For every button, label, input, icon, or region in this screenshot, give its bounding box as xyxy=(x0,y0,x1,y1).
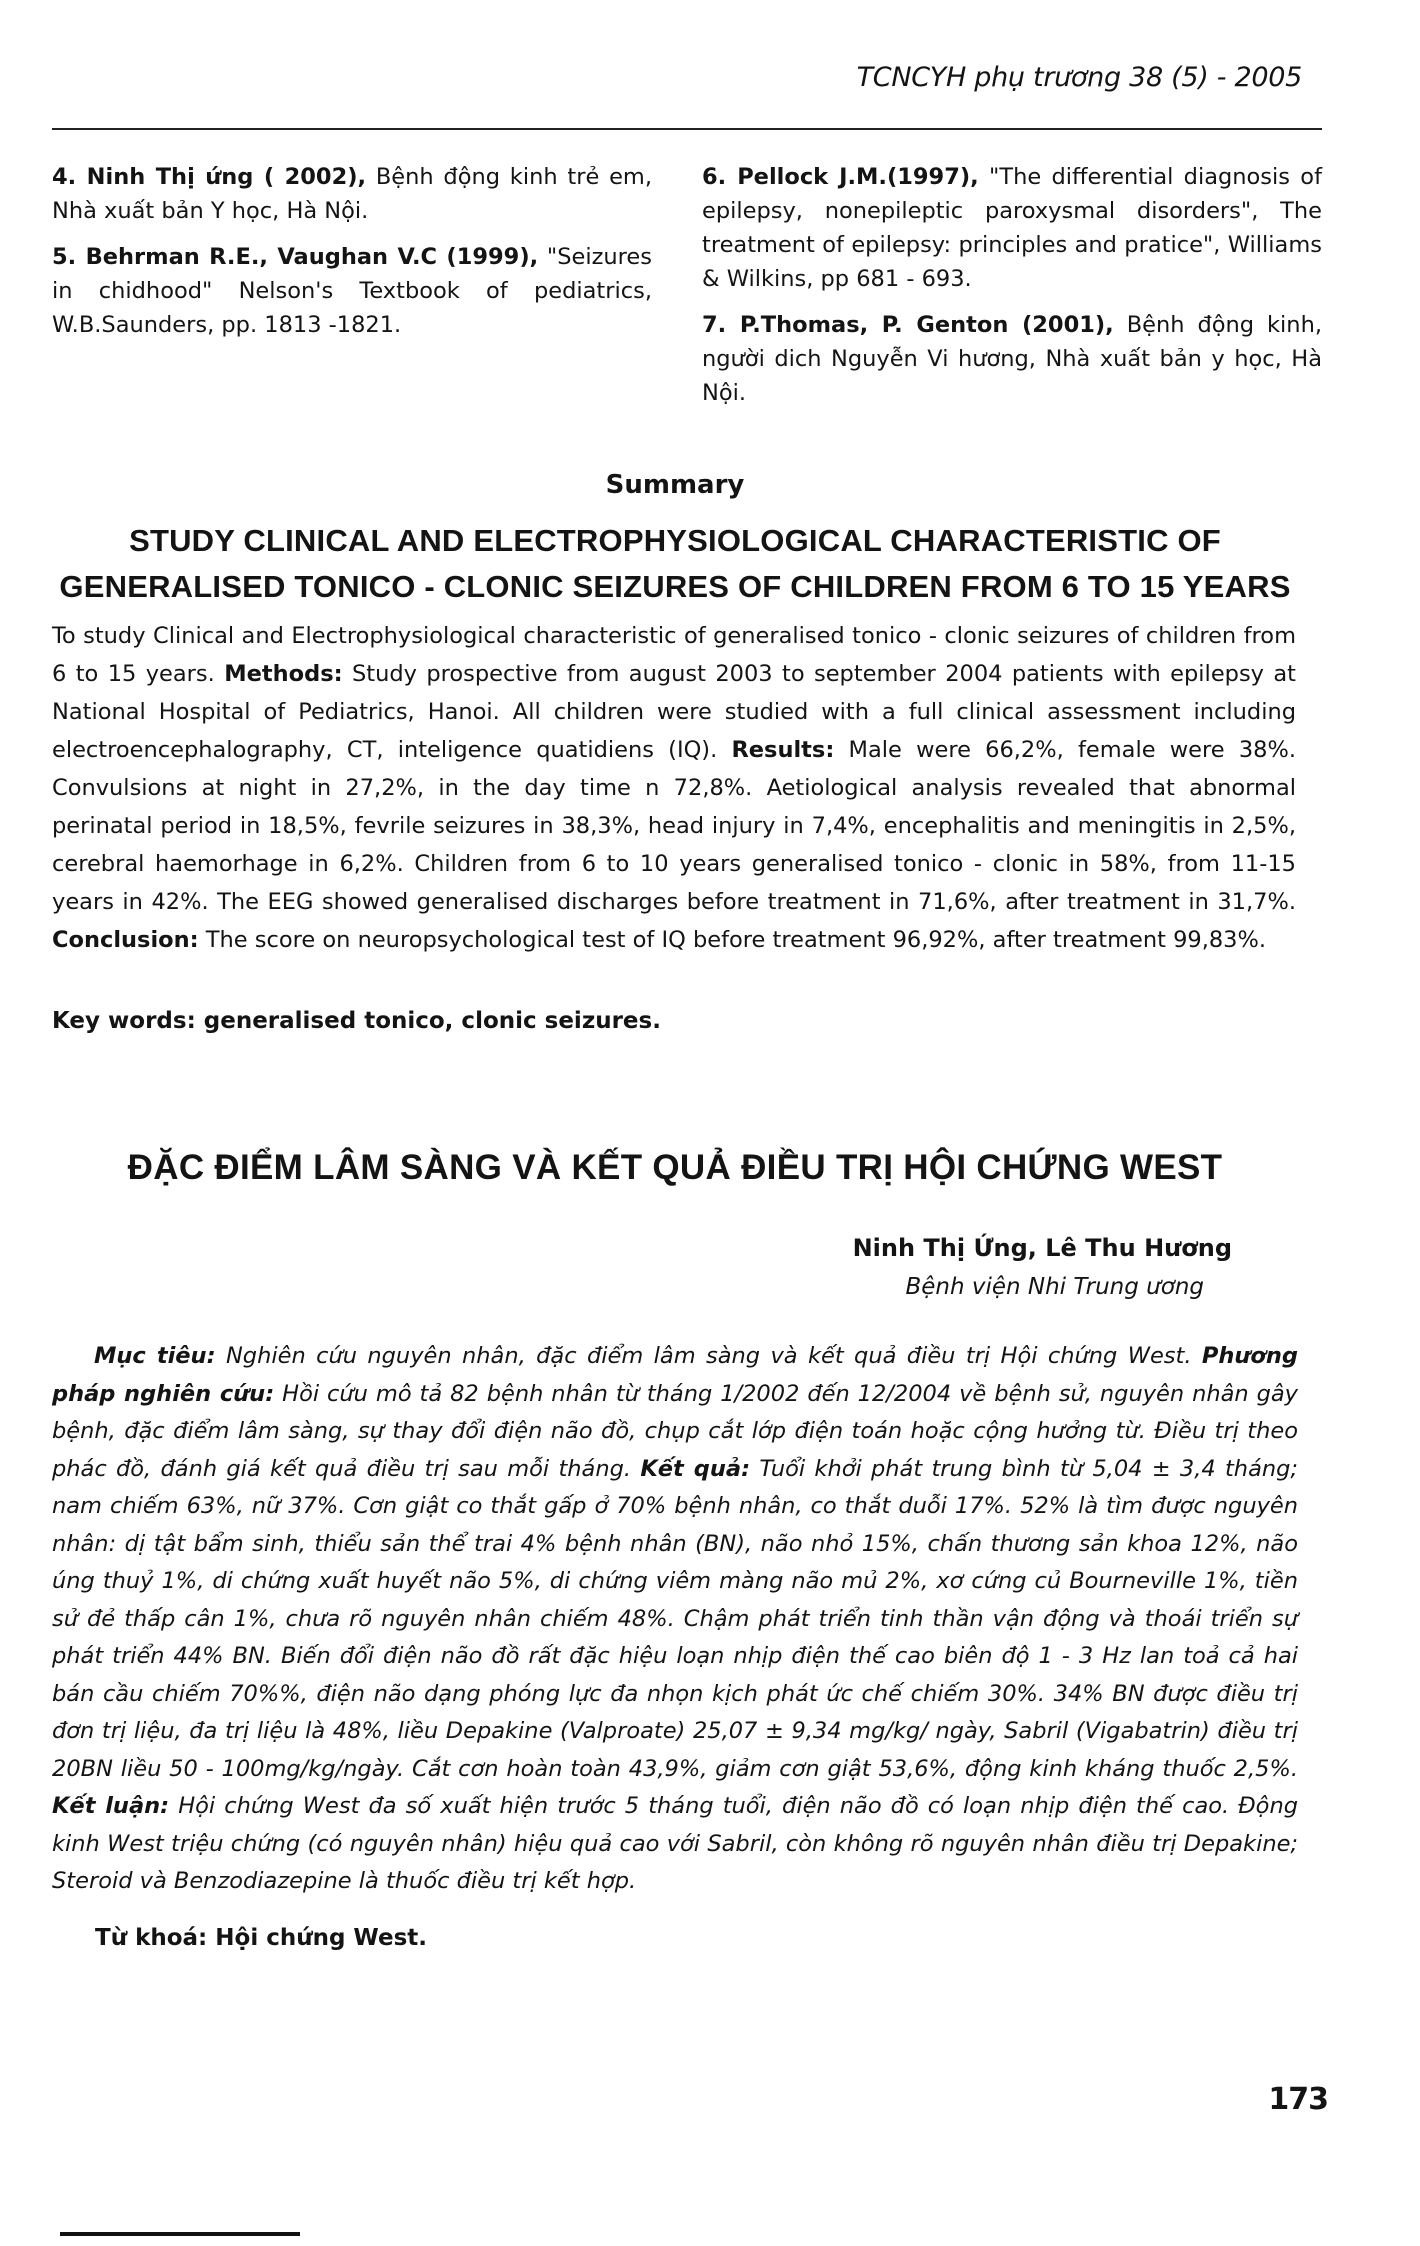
reference-item xyxy=(702,308,1322,410)
reference-text: Bệnh động kinh trẻ em, Nhà xuất bản Y học, Hà Nội. xyxy=(52,164,652,224)
references-right-column xyxy=(702,160,1322,422)
conclusion-text: The score on neuropsychological test of IQ before treatment 96,92%, after treatment 99,83%. xyxy=(198,927,1267,953)
reference-text: "The differential diagnosis of epilepsy, nonepileptic paroxysmal disorders", The treatment of epilepsy: principles and pratice", Williams & Wilkins, pp 681 - 693. xyxy=(702,164,1322,292)
english-title-line: STUDY CLINICAL AND ELECTROPHYSIOLOGICAL CHARACTERISTIC OF xyxy=(129,523,1221,558)
vietnamese-abstract xyxy=(52,1338,1298,1901)
english-title xyxy=(40,518,1310,610)
running-header: TCNCYH phụ trương 38 (5) - 2005 xyxy=(856,62,1302,93)
vietnamese-keywords: Từ khoá: Hội chứng West. xyxy=(95,1925,428,1951)
objective-label: Mục tiêu: xyxy=(94,1343,216,1369)
conclusion-label: Kết luận: xyxy=(52,1793,170,1819)
reference-author: 4. Ninh Thị ứng ( 2002), xyxy=(52,164,367,190)
footer-rule xyxy=(60,2232,300,2236)
reference-author: 6. Pellock J.M.(1997), xyxy=(702,164,979,190)
methods-label: Phương pháp nghiên cứu: xyxy=(52,1343,1298,1407)
reference-item xyxy=(702,160,1322,296)
reference-author: 5. Behrman R.E., Vaughan V.C (1999), xyxy=(52,244,539,270)
article-title: ĐẶC ĐIỂM LÂM SÀNG VÀ KẾT QUẢ ĐIỀU TRỊ HỘI CHỨNG WEST xyxy=(127,1148,1223,1187)
results-label: Results: xyxy=(731,737,835,763)
reference-text: "Seizures in chidhood" Nelson's Textbook of pediatrics, W.B.Saunders, pp. 1813 -1821. xyxy=(52,244,652,338)
objective-text: Nghiên cứu nguyên nhân, đặc điểm lâm sàng và kết quả điều trị Hội chứng West. xyxy=(215,1343,1202,1369)
summary-heading: Summary xyxy=(605,470,745,500)
article-affiliation: Bệnh viện Nhi Trung ương xyxy=(905,1274,1204,1300)
english-abstract xyxy=(52,617,1296,959)
references-left-column xyxy=(52,160,652,354)
article-authors: Ninh Thị Ứng, Lê Thu Hương xyxy=(852,1234,1232,1262)
reference-item xyxy=(52,160,652,228)
page-number: 173 xyxy=(1268,2082,1328,2117)
conclusion-text: Hội chứng West đa số xuất hiện trước 5 tháng tuổi, điện não đồ có loạn nhịp điện thế cao. Động kinh West triệu chứng (có nguyên nhân) hiệu quả cao với Sabril, còn không rõ nguyên nhân điều trị Depakine; Steroid và Benzodiazepine là thuốc điều trị kết hợp. xyxy=(52,1793,1298,1894)
header-rule xyxy=(52,128,1322,130)
abstract-intro: To study Clinical and Electrophysiological characteristic of generalised tonico - clonic seizures of children from 6 to 15 years. xyxy=(52,623,1296,687)
results-label: Kết quả: xyxy=(640,1455,751,1482)
english-keywords: Key words: generalised tonico, clonic seizures. xyxy=(52,1008,661,1034)
results-text: Male were 66,2%, female were 38%. Convulsions at night in 27,2%, in the day time n 72,8%. Aetiological analysis revealed that abnormal perinatal period in 18,5%, fevrile seizures in 38,3%, head injury in 7,4%, encephalitis and meningitis in 2,5%, cerebral haemorhage in 6,2%. Children from 6 to 10 years generalised tonico - clonic in 58%, from 11-15 years in 42%. The EEG showed generalised discharges before treatment in 71,6%, after treatment in 31,7%. xyxy=(52,737,1297,915)
results-text: Tuổi khởi phát trung bình từ 5,04 ± 3,4 tháng; nam chiếm 63%, nữ 37%. Cơn giật co thắt gấp ở 70% bệnh nhân, co thắt duỗi 17%. 52% là tìm được nguyên nhân: dị tật bẩm sinh, thiểu sản thể trai 4% bệnh nhân (BN), não nhỏ 15%, chấn thương sản khoa 12%, não úng thuỷ 1%, di chứng xuất huyết não 5%, di chứng viêm màng não mủ 2%, xơ cứng củ Bourneville 1%, tiền sử đẻ thấp cân 1%, chưa rõ nguyên nhân chiếm 48%. Chậm phát triển tinh thần vận động và thoái triển sự phát triển 44% BN. Biến đổi điện não đồ rất đặc hiệu loạn nhịp điện thế cao biên độ 1 - 3 Hz lan toả cả hai bán cầu chiếm 70%%, điện não dạng phóng lực đa nhọn kịch phát ức chế chiếm 30%. 34% BN được điều trị đơn trị liệu, đa trị liệu là 48%, liều Depakine (Valproate) 25,07 ± 9,34 mg/kg/ ngày, Sabril (Vigabatrin) điều trị 20BN liều 50 - 100mg/kg/ngày. Cắt cơn hoàn toàn 43,9%, giảm cơn giật 53,6%, động kinh kháng thuốc 2,5%. xyxy=(52,1455,1298,1782)
conclusion-label: Conclusion: xyxy=(52,927,199,953)
reference-item xyxy=(52,240,652,342)
english-title-line: GENERALISED TONICO - CLONIC SEIZURES OF CHILDREN FROM 6 TO 15 YEARS xyxy=(59,569,1291,604)
reference-text: Bệnh động kinh, người dich Nguyễn Vi hương, Nhà xuất bản y học, Hà Nội. xyxy=(702,312,1322,406)
methods-label: Methods: xyxy=(224,661,343,687)
reference-author: 7. P.Thomas, P. Genton (2001), xyxy=(702,312,1114,338)
methods-text: Study prospective from august 2003 to september 2004 patients with epilepsy at National Hospital of Pediatrics, Hanoi. All children were studied with a full clinical assessment including electroencephalography, CT, inteligence quatidiens (IQ). xyxy=(52,661,1296,763)
methods-text: Hồi cứu mô tả 82 bệnh nhân từ tháng 1/2002 đến 12/2004 về bệnh sử, nguyên nhân gây bệnh, đặc điểm lâm sàng, sự thay đổi điện não đồ, chụp cắt lớp điện toán hoặc cộng hưởng từ. Điều trị theo phác đồ, đánh giá kết quả điều trị sau mỗi tháng. xyxy=(52,1380,1298,1482)
